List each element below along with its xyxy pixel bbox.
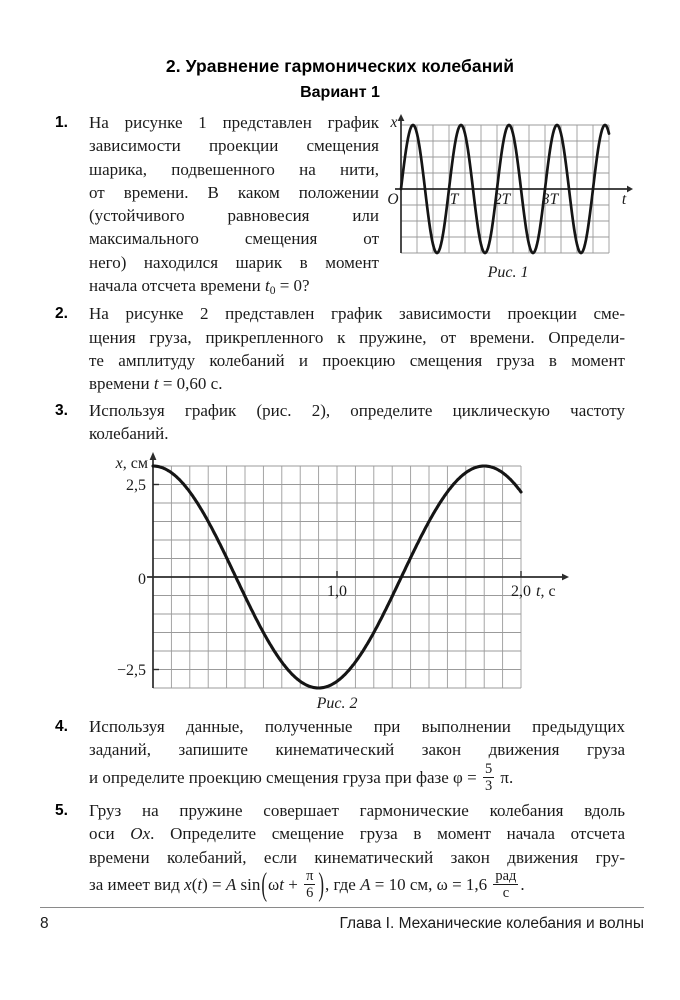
problem-5-number: 5. xyxy=(55,801,68,819)
page-footer xyxy=(40,907,644,933)
text-line: (устойчивого равновесия или xyxy=(89,206,379,226)
svg-text:2,0: 2,0 xyxy=(511,583,531,601)
text-line: времени t = 0,60 с. xyxy=(89,374,223,394)
problem-2-text xyxy=(89,302,625,395)
chapter-title: Глава I. Механические колебания и волны xyxy=(339,915,644,932)
text-line: начала отсчета времени t0 = 0? xyxy=(89,276,310,298)
svg-text:T: T xyxy=(449,191,459,208)
problem-3-text xyxy=(89,399,625,446)
section-title: 2. Уравнение гармонических колебаний xyxy=(165,56,515,76)
text-line: шарика, подвешенного на нити, xyxy=(89,159,379,179)
figure-2 xyxy=(58,448,578,713)
page-number: 8 xyxy=(40,915,49,932)
svg-text:x, см: x, см xyxy=(115,455,148,473)
text-line: щения груза, прикрепленного к пружине, от времени. Определи- xyxy=(89,327,625,347)
fig2-cosine-plot xyxy=(58,448,578,692)
problem-3 xyxy=(55,399,625,446)
fraction: $\frac{\text{рад}}{с}$ xyxy=(495,867,517,902)
problem-4-number: 4. xyxy=(55,718,68,736)
fig2-caption: Рис. 2 xyxy=(316,695,358,713)
text-line: и определите проекцию смещения груза при фазе φ = $\frac{5}{3}$ π. xyxy=(89,760,514,795)
fraction: $\frac{\pi}{6}$ xyxy=(306,867,314,902)
text-line: те амплитуду колебаний и проекцию смещения груза в момент xyxy=(89,350,625,370)
text-line: Груз на пружине совершает гармонические колебания вдоль xyxy=(89,800,625,820)
svg-text:t: t xyxy=(621,191,627,208)
text-line: Используя данные, полученные при выполнении предыдущих xyxy=(89,717,625,737)
text-line: времени колебаний, если кинематический закон движения гру- xyxy=(89,847,625,867)
problem-5-text xyxy=(89,799,625,903)
problem-1 xyxy=(55,111,625,299)
figure-1 xyxy=(381,111,635,299)
problem-4 xyxy=(55,715,625,796)
text-line: максимального смещения от xyxy=(89,229,379,249)
svg-text:x: x xyxy=(390,114,398,131)
svg-text:2,5: 2,5 xyxy=(126,477,146,495)
problem-5 xyxy=(55,799,625,903)
text-line: за имеет вид x(t) = A sin(ωt + $\frac{\pi}{6}$ ), где A = 10 см, ω = 1,6 $\frac{\text{рад}}{с}$ . xyxy=(89,869,625,903)
text-line: оси Ox. Определите смещение груза в момент начала отсчета xyxy=(89,824,625,844)
problem-1-text xyxy=(89,111,379,299)
text-line: от времени. В каком положении xyxy=(89,182,379,202)
fraction: $\frac{5}{3}$ xyxy=(484,760,493,795)
svg-text:O: O xyxy=(387,191,399,208)
problem-2 xyxy=(55,302,625,395)
svg-text:3T: 3T xyxy=(541,191,559,208)
problem-2-number: 2. xyxy=(55,305,68,323)
text-line: На рисунке 2 представлен график зависимости проекции сме- xyxy=(89,304,625,324)
fig1-caption: Рис. 1 xyxy=(487,264,529,281)
problem-3-number: 3. xyxy=(55,401,68,419)
variant-title: Вариант 1 xyxy=(300,84,380,101)
problem-1-number: 1. xyxy=(55,114,68,131)
text-line: него) находился шарик в момент xyxy=(89,252,379,272)
big-paren: ( xyxy=(261,866,268,903)
svg-text:0: 0 xyxy=(138,571,146,589)
big-paren: ) xyxy=(318,866,325,903)
svg-text:t, с: t, с xyxy=(536,583,556,601)
text-line: зависимости проекции смещения xyxy=(89,136,379,156)
text-line: колебаний. xyxy=(89,423,169,443)
text-line: заданий, запишите кинематический закон движения груза xyxy=(89,740,625,760)
svg-text:2T: 2T xyxy=(493,191,511,208)
svg-text:−2,5: −2,5 xyxy=(116,662,146,680)
svg-text:1,0: 1,0 xyxy=(327,583,347,601)
fig1-sine-plot xyxy=(381,111,635,261)
text-line: Используя график (рис. 2), определите циклическую частоту xyxy=(89,400,625,420)
text-line: На рисунке 1 представлен график xyxy=(89,113,379,132)
problem-4-text xyxy=(89,715,625,796)
